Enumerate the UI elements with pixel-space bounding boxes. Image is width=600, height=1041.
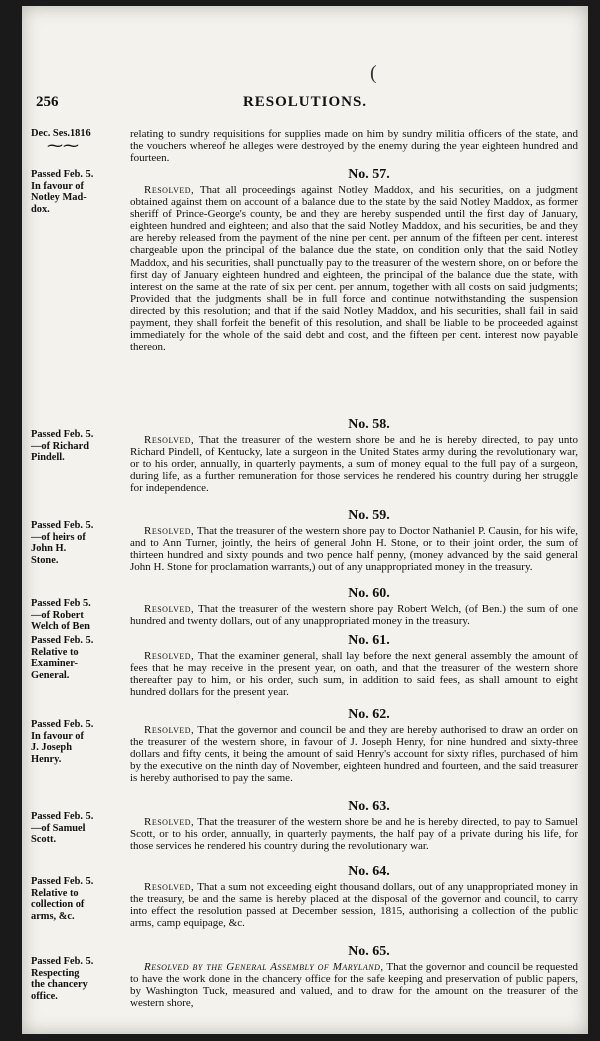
page-header — [22, 94, 588, 116]
resolution-number: No. 59. — [348, 508, 390, 523]
margin-line: In favour of — [31, 730, 84, 742]
entry-text: That all proceedings against Notley Maddox, and his securities, on a judgment obtained against them on account of a balance due to the state by the said Notley Maddox, as former sheriff of Prince-George's county, be and they are hereby suspended until the first day of January, eighteen hundred and eighteen; and also that the said Notley Maddox, and his securities, be and they are hereby released from the payment of the nine per cent. per annum of the fifteen per cent. interest chargeable upon the principal of the balance due the state, on condition only that the said Notley Maddox, and his securities, shall punctually pay to the treasurer of the western shore, on or before the first day of January eighteen hundred and eighteen, the principal of the balance due the state, with interest on the same at the rate of six per cent. per annum, together with all costs on said judgments; Provided that the judgments shall be in full force and continue notwithstanding the suspension directed by this resolution; and that if the said Notley Maddox, and his securities, shall fail in said payment, they shall forfeit the benefit of this resolution, and shall be liable to be proceeded against immediately for the whole of the said debt and cost, and the fifteen per cent. interest now payable thereon. — [130, 184, 578, 354]
margin-line: Passed Feb. 5. — [31, 876, 94, 887]
entry-body — [130, 799, 578, 852]
entry-text: That the governor and council be requested to have the work done in the chancery office for the safe keeping and preservation of public papers, by Washington Tuck, measured and valued, and to draw for the amount on the treasurer of the western shore, — [130, 961, 578, 1010]
entry-text: relating to sundry requisitions for supplies made on him by sundry militia officers of the state, and the vouchers whereof he alleges were destroyed by the enemy during the year eighteen hundred and fourteen. — [130, 128, 578, 165]
entry-body — [130, 707, 578, 784]
running-title: RESOLUTIONS. — [242, 94, 368, 110]
resolution-number: No. 63. — [348, 799, 390, 814]
margin-line: General. — [31, 669, 70, 681]
resolution-number: No. 60. — [348, 586, 390, 601]
margin-line: Passed Feb. 5. — [31, 520, 94, 531]
entry-body — [130, 633, 578, 698]
entry-text: That the treasurer of the western shore pay to Doctor Nathaniel P. Causin, for his wife, and to Ann Turner, jointly, the heirs of general John H. Stone, or to their joint order, the sum of thirteen hundred and sixty pounds and two pence half penny, (money advanced by the said general John H. Stone for proclamation warrants,) out of any unappropriated money in the treasury. — [130, 525, 578, 574]
entry-body — [130, 417, 578, 494]
entry-body — [130, 128, 578, 164]
resolved-lead: Resolved, — [144, 525, 195, 537]
entry-text: That the treasurer of the western shore be and he is hereby directed, to pay to Samuel Scott, or to his order, annually, in quarterly payments, the half pay of a private during his life, for those services he rendered his country during the revolutionary war. — [130, 816, 578, 853]
margin-line: arms, &c. — [31, 910, 75, 922]
resolved-lead: Resolved by the General Assembly of Maryland, — [144, 961, 384, 973]
margin-note — [31, 169, 121, 215]
margin-line: Passed Feb. 5. — [31, 811, 94, 822]
margin-line: Passed Feb. 5. — [31, 956, 94, 967]
margin-line: Welch of Ben — [31, 621, 90, 632]
margin-line: office. — [31, 990, 58, 1002]
resolved-lead: Resolved, — [144, 184, 195, 196]
margin-line: Notley Mad- — [31, 192, 87, 203]
resolved-lead: Resolved, — [144, 434, 195, 446]
resolved-lead: Resolved, — [144, 650, 195, 662]
resolution-number: No. 58. — [348, 417, 390, 432]
resolution-number: No. 64. — [348, 864, 390, 879]
resolved-lead: Resolved, — [144, 881, 195, 893]
margin-line: Respecting — [31, 967, 80, 979]
margin-line: Examiner- — [31, 658, 78, 669]
margin-line: —of Samuel — [31, 822, 86, 834]
margin-line: Passed Feb. 5. — [31, 429, 94, 440]
resolved-lead: Resolved, — [144, 724, 195, 736]
margin-line: Passed Feb. 5. — [31, 719, 94, 730]
margin-line: John H. — [31, 543, 67, 554]
margin-note — [31, 719, 121, 765]
margin-note — [31, 635, 121, 681]
entry-text: That the treasurer of the western shore pay Robert Welch, (of Ben.) the sum of one hundred and twenty dollars, out of any unappropriated money in the treasury. — [130, 603, 578, 628]
entry-text: That a sum not exceeding eight thousand dollars, out of any unappropriated money in the treasury, be and the same is hereby placed at the disposal of the governor and council, to carry into effect the resolution passed at December session, 1815, authorising a collection of the public arms, camp equipage, &c. — [130, 881, 578, 930]
margin-line: Passed Feb. 5. — [31, 169, 94, 180]
margin-line: Relative to — [31, 887, 79, 899]
margin-note — [31, 598, 121, 633]
resolution-number: No. 57. — [348, 167, 390, 182]
margin-line: Passed Feb 5. — [31, 598, 91, 609]
margin-line: collection of — [31, 899, 85, 910]
margin-line: dox. — [31, 203, 50, 215]
margin-line: Pindell. — [31, 452, 65, 463]
ornament: ⁓⁓ — [47, 137, 79, 155]
page-number: 256 — [36, 94, 59, 110]
resolution-number: No. 61. — [348, 633, 390, 648]
margin-line: Scott. — [31, 834, 57, 845]
resolution-number: No. 65. — [348, 944, 390, 959]
margin-line: —of Richard — [31, 440, 90, 452]
margin-line: the chancery — [31, 979, 88, 990]
margin-note — [31, 876, 121, 922]
margin-line: Dec. Ses.1816 — [31, 128, 91, 139]
resolved-lead: Resolved, — [144, 816, 195, 828]
margin-note — [31, 429, 121, 464]
margin-line: In favour of — [31, 180, 84, 192]
margin-note — [31, 128, 121, 154]
margin-note — [31, 520, 121, 566]
entry-text: That the governor and council be and they are hereby authorised to draw an order on the treasurer of the western shore, in favour of J. Joseph Henry, for nine hundred and sixty-three dollars and fifty cents, it being the amount of said Henry's account for sixty rifles, purchased of him by the executive on the ninth day of November, eighteen hundred and fourteen, and the said treasurer is hereby authorised to pay the same. — [130, 724, 578, 785]
document-page — [22, 6, 588, 1034]
margin-line: —of heirs of — [31, 531, 86, 543]
entry-body — [130, 944, 578, 1009]
margin-note — [31, 811, 121, 846]
resolved-lead: Resolved, — [144, 603, 195, 615]
entry-text: That the examiner general, shall lay before the next general assembly the amount of fees that he may receive in the present year, on oath, and that the treasurer of the western shore thereafter pay to him, or his order, such sum, in addition to said fees, as shall amount to eight hundred dollars for the present year. — [130, 650, 578, 699]
pencil-mark: ( — [370, 62, 377, 84]
entry-body — [130, 167, 578, 353]
margin-line: J. Joseph — [31, 742, 72, 753]
margin-line: —of Robert — [31, 609, 84, 621]
margin-line: Passed Feb. 5. — [31, 635, 94, 646]
entry-body — [130, 864, 578, 929]
margin-line: Relative to — [31, 646, 79, 658]
entry-body — [130, 508, 578, 573]
margin-line: Henry. — [31, 753, 62, 765]
margin-note — [31, 956, 121, 1002]
margin-line: Stone. — [31, 554, 59, 566]
entry-text: That the treasurer of the western shore be and he is hereby directed, to pay unto Richard Pindell, of Kentucky, late a surgeon in the United States army during the revolutionary war, or to his order, annually, in quarterly payments, a sum of money equal to the full pay of a surgeon, during life, as a further remuneration for those services he rendered his country during her struggle for independence. — [130, 434, 578, 495]
entry-body — [130, 586, 578, 627]
resolution-number: No. 62. — [348, 707, 390, 722]
